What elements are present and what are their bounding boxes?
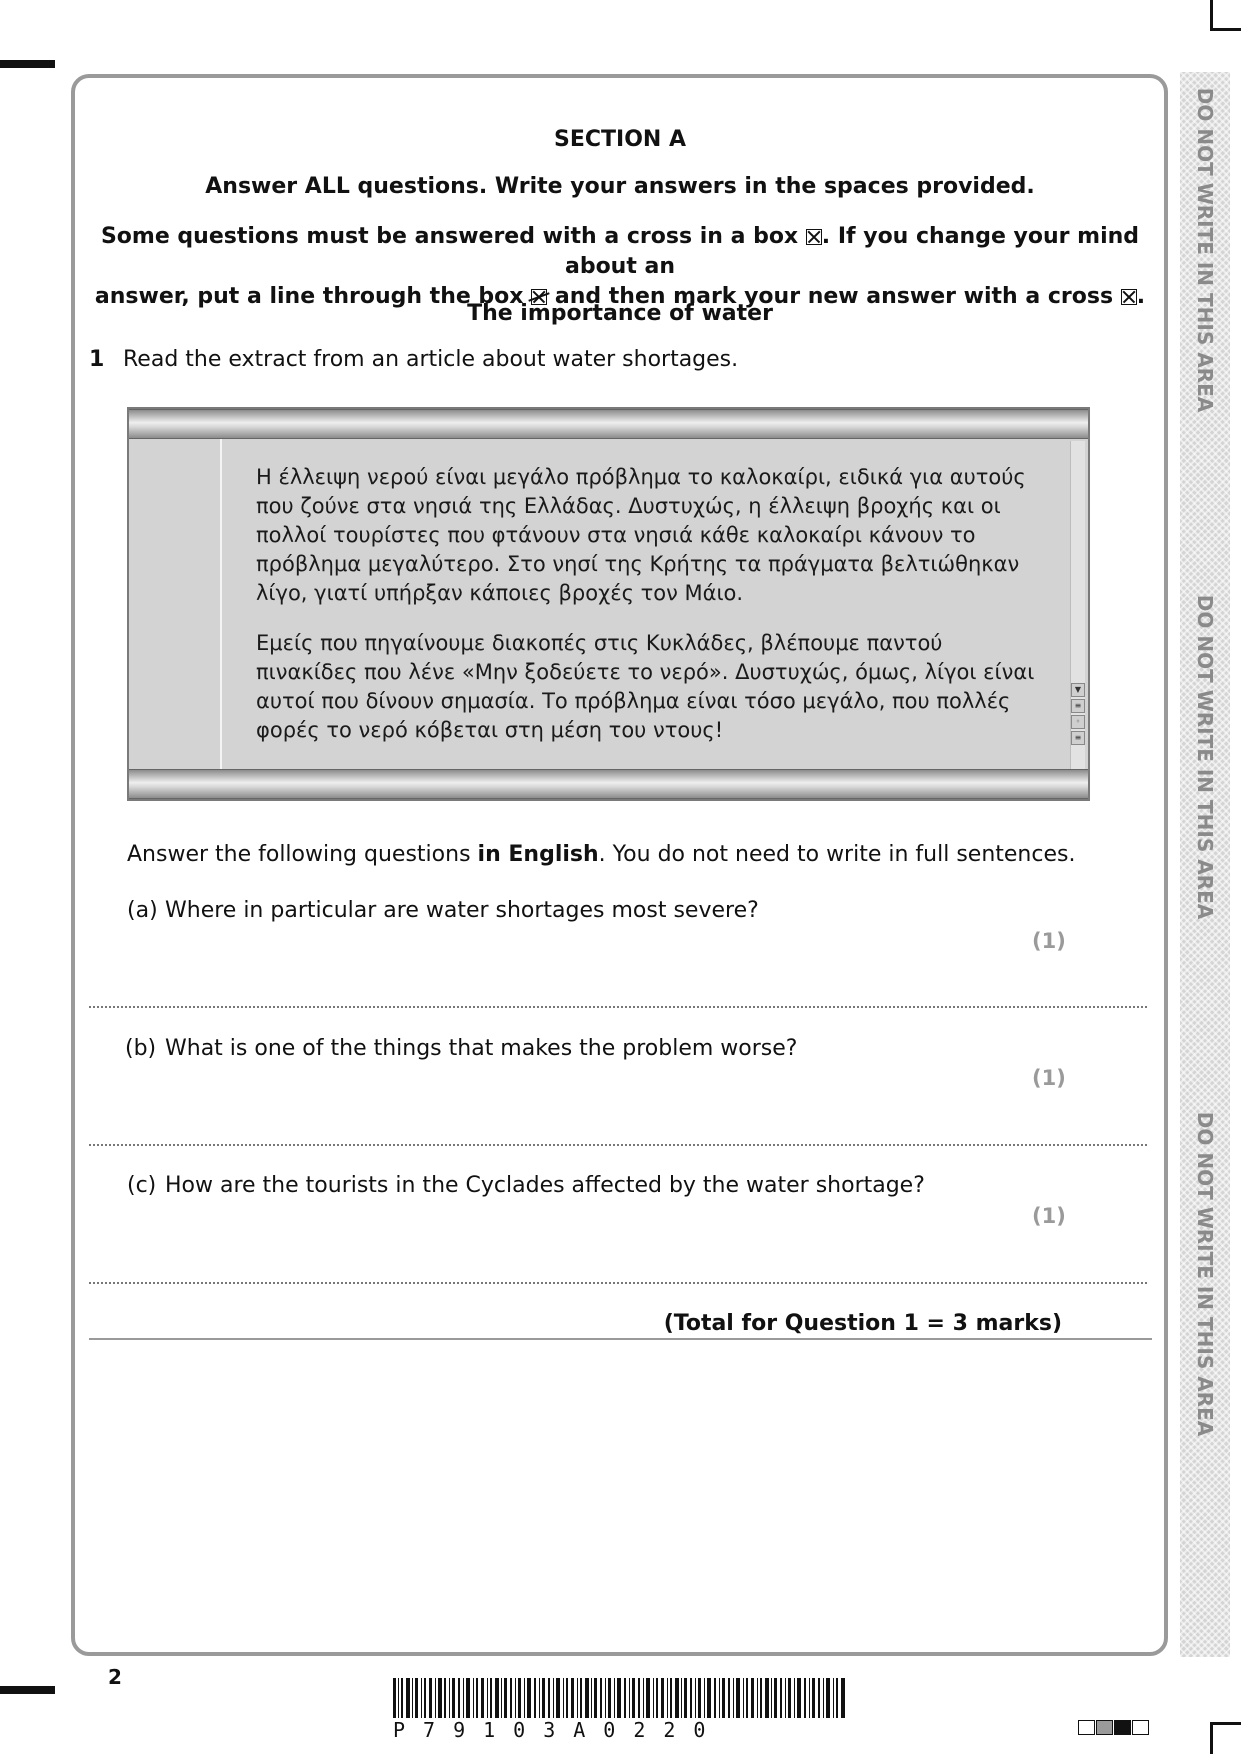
print-check-squares xyxy=(1078,1720,1150,1739)
cross-box-icon xyxy=(806,229,822,245)
part-c-label: (c) xyxy=(127,1173,157,1198)
scroll-grip-icon[interactable]: ≡ xyxy=(1071,699,1085,713)
part-a-marks: (1) xyxy=(1032,929,1066,953)
question-total: (Total for Question 1 = 3 marks) xyxy=(663,1311,1062,1336)
part-c-marks: (1) xyxy=(1032,1204,1066,1228)
part-b-label: (b) xyxy=(125,1036,157,1061)
part-c-text: How are the tourists in the Cyclades affected by the water shortage? xyxy=(165,1173,925,1198)
margin-strip xyxy=(1180,72,1230,1657)
article-top-bar xyxy=(129,409,1088,439)
part-b-text: What is one of the things that makes the problem worse? xyxy=(165,1036,798,1061)
margin-warning-3: DO NOT WRITE IN THIS AREA xyxy=(1193,1111,1217,1437)
question-number: 1 xyxy=(89,347,105,372)
instruction-cross-box: Some questions must be answered with a cross in a box . If you change your mind about an answer, put a line through the box and then mark your new answer with a cross . xyxy=(94,224,1146,309)
registration-bar-bottom xyxy=(0,1686,55,1694)
barcode-number: P79103A0220 xyxy=(393,1718,724,1742)
article-paragraph-1: Η έλλειψη νερού είναι μεγάλο πρόβλημα το καλοκαίρι, ειδικά για αυτούς που ζούνε στα νησιά της Ελλάδας. Δυστυχώς, η έλλειψη βροχής και οι πολλοί τουρίστες που φτάνουν στα νησιά κάθε καλοκαίρι κάνουν το πρόβλημα μεγαλύτερο. Στο νησί της Κρήτης τα πράγματα βελτιώθηκαν λίγο, γιατί υπήρξαν κάποιες βροχές τον Μάιο. xyxy=(256,465,1026,605)
article-window xyxy=(127,407,1090,801)
article-bottom-bar xyxy=(129,769,1088,799)
check-square-white xyxy=(1132,1720,1149,1735)
crop-mark-top-right xyxy=(1210,0,1241,31)
part-a-label: (a) xyxy=(127,898,158,923)
registration-bar-top xyxy=(0,60,55,68)
instruction-all-questions: Answer ALL questions. Write your answers in the spaces provided. xyxy=(205,174,1035,199)
answer-line-c[interactable] xyxy=(89,1282,1147,1284)
scroll-down-icon[interactable]: ▼ xyxy=(1071,683,1085,697)
part-a-text: Where in particular are water shortages most severe? xyxy=(165,898,759,923)
page-number: 2 xyxy=(108,1665,122,1689)
question-prompt: Read the extract from an article about water shortages. xyxy=(123,347,739,372)
check-square-grey xyxy=(1096,1720,1113,1735)
check-square-black xyxy=(1114,1720,1131,1735)
answer-instructions: Answer the following questions in English. You do not need to write in full sentences. xyxy=(127,842,1076,867)
barcode xyxy=(393,1678,845,1718)
margin-warning-1: DO NOT WRITE IN THIS AREA xyxy=(1193,87,1217,413)
total-rule xyxy=(89,1338,1152,1340)
part-b-marks: (1) xyxy=(1032,1066,1066,1090)
answer-line-b[interactable] xyxy=(89,1144,1147,1146)
scroll-grip-icon[interactable]: ≡ xyxy=(1071,731,1085,745)
margin-warning-2: DO NOT WRITE IN THIS AREA xyxy=(1193,594,1217,920)
answer-line-a[interactable] xyxy=(89,1006,1147,1008)
section-heading: SECTION A xyxy=(553,127,686,152)
article-paragraph-2: Εμείς που πηγαίνουμε διακοπές στις Κυκλάδες, βλέπουμε παντού πινακίδες που λένε «Μην ξοδεύετε το νερό». Δυστυχώς, όμως, λίγοι είναι αυτοί που δίνουν σημασία. Το πρόβλημα είναι τόσο μεγάλο, που πολλές φορές το νερό κόβεται στη μέση του ντους! xyxy=(256,631,1035,742)
scroll-marker-icon[interactable]: ◦ xyxy=(1071,715,1085,729)
crop-mark-bottom-right xyxy=(1210,1722,1241,1754)
check-square-white xyxy=(1078,1720,1095,1735)
topic-title: The importance of water xyxy=(467,301,773,326)
